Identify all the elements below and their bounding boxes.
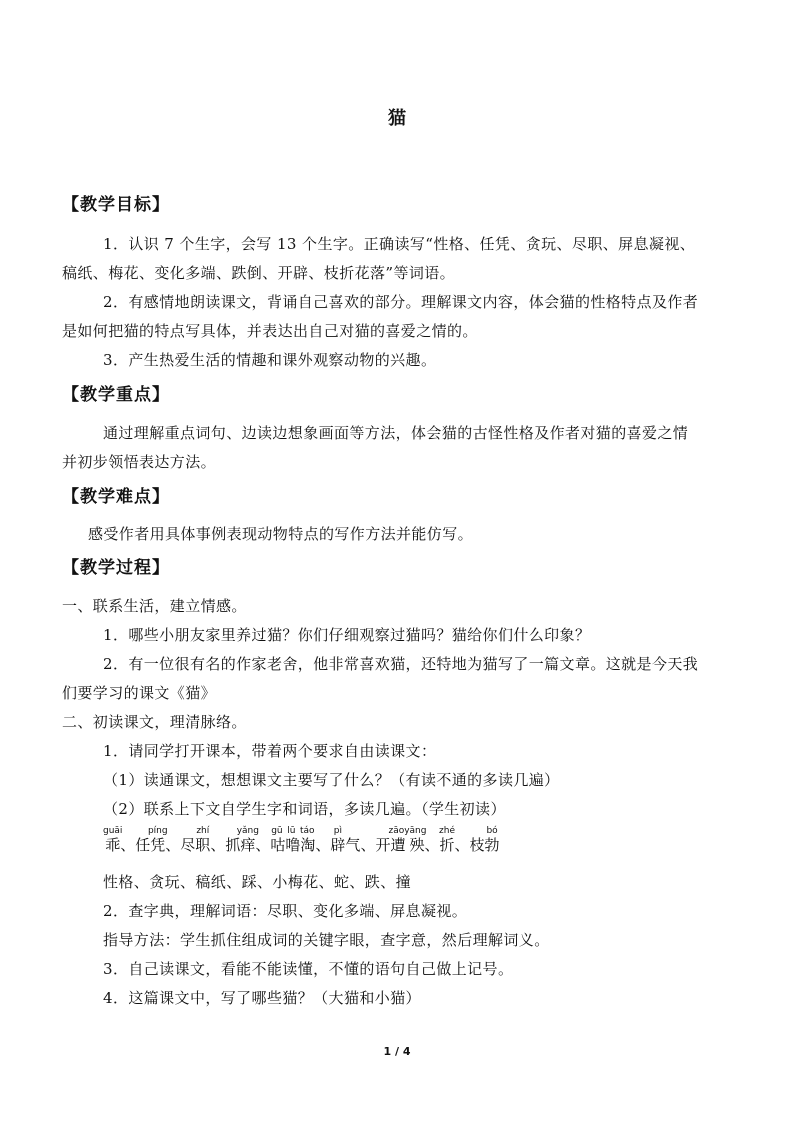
difficulties-line-1: 感受作者用具体事例表现动物特点的写作方法并能仿写。 xyxy=(88,525,474,543)
process-line-5: 二、初读课文，理清脉络。 xyxy=(62,713,247,731)
process-line-8: （2）联系上下文自学生字和词语，多读几遍。（学生初读） xyxy=(103,800,506,818)
ruby-word: 乖guāi xyxy=(103,826,123,854)
process-after-line-1: 性格、贪玩、稿纸、踩、小梅花、蛇、跌、撞 xyxy=(103,873,412,891)
process-line-6: 1．请同学打开课本，带着两个要求自由读课文： xyxy=(103,742,437,760)
process-after-line-3: 指导方法：学生抓住组成词的关键字眼，查字意，然后理解词义。 xyxy=(103,931,550,949)
process-heading: 【教学过程】 xyxy=(62,558,170,578)
process-after-line-4: 3．自己读课文，看能不能读懂，不懂的语句自己做上记号。 xyxy=(103,960,514,978)
ruby-word: 折zhé xyxy=(439,826,455,854)
process-line-3: 2．有一位很有名的作家老舍，他非常喜欢猫，还特地为猫写了一篇文章。这就是今天我 xyxy=(103,655,699,673)
goals-line-1: 1．认识 7 个生字，会写 13 个生字。正确读写“性格、任凭、贪玩、尽职、屏息凝视、 xyxy=(103,235,696,253)
ruby-word: 痒yǎng xyxy=(236,826,259,854)
process-line-1: 一、联系生活，建立情感。 xyxy=(62,597,247,615)
goals-line-4: 是如何把猫的特点写具体，并表达出自己对猫的喜爱之情的。 xyxy=(62,322,478,340)
page-number: 1 / 4 xyxy=(383,1045,411,1058)
ruby-word: 咕噜淘gū lū táo xyxy=(270,826,316,854)
goals-line-2: 稿纸、梅花、变化多端、跌倒、开辟、枝折花落”等词语。 xyxy=(62,264,456,282)
process-line-7: （1）读通课文，想想课文主要写了什么？（有读不通的多读几遍） xyxy=(103,771,560,789)
page-title: 猫 xyxy=(388,108,406,129)
ruby-word: 勃bó xyxy=(484,826,500,854)
key-points-line-2: 并初步领悟表达方法。 xyxy=(62,453,217,471)
key-points-line-1: 通过理解重点词句、边读边想象画面等方法，体会猫的古怪性格及作者对猫的喜爱之情 xyxy=(103,424,689,442)
process-after-line-5: 4．这篇课文中，写了哪些猫？（大猫和小猫） xyxy=(103,989,421,1007)
pinyin-word-line: 乖guāi、任凭píng、尽职zhí、抓痒yǎng、咕噜淘gū lū táo、辟pì气、开遭殃zāoyāng、折zhé、枝勃bó xyxy=(103,826,500,854)
ruby-word: 职zhí xyxy=(195,826,211,854)
goals-line-5: 3．产生热爱生活的情趣和课外观察动物的兴趣。 xyxy=(103,351,437,369)
goals-heading: 【教学目标】 xyxy=(62,195,170,215)
process-line-4: 们要学习的课文《猫》 xyxy=(62,684,217,702)
ruby-word: 遭殃zāoyāng xyxy=(388,826,427,854)
ruby-word: 辟pì xyxy=(330,826,346,854)
process-after-line-2: 2．查字典，理解词语：尽职、变化多端、屏息凝视。 xyxy=(103,902,468,920)
process-line-2: 1．哪些小朋友家里养过猫？你们仔细观察过猫吗？猫给你们什么印象？ xyxy=(103,626,591,644)
difficulties-heading: 【教学难点】 xyxy=(62,487,170,507)
key-points-heading: 【教学重点】 xyxy=(62,385,170,405)
ruby-word: 凭píng xyxy=(147,826,168,854)
goals-line-3: 2．有感情地朗读课文，背诵自己喜欢的部分。理解课文内容，体会猫的性格特点及作者 xyxy=(103,293,699,311)
